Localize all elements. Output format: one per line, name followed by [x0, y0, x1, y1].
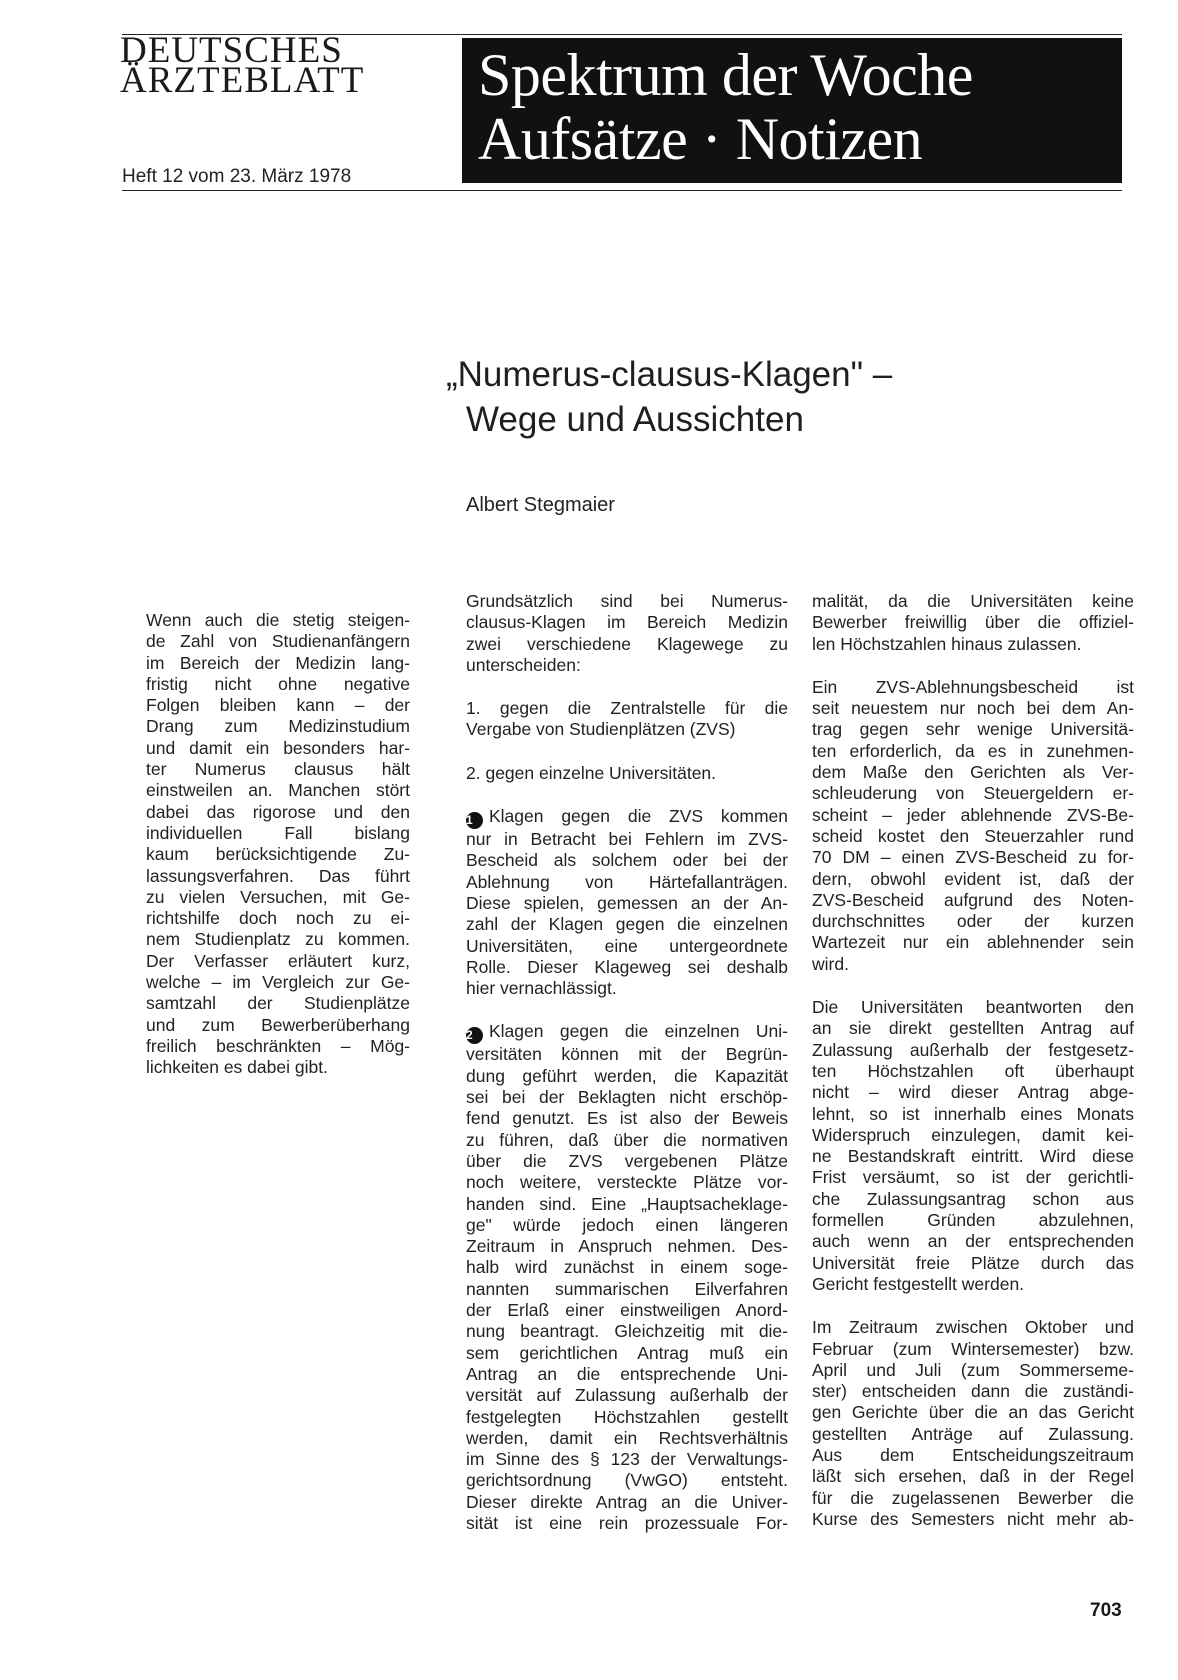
text-line: sität ist eine rein prozessuale For-	[466, 1512, 788, 1533]
text-line: durchschnittes oder der kurzen	[812, 911, 1134, 932]
text-line: Aus dem Entscheidungszeitraum	[812, 1444, 1134, 1465]
section-banner	[462, 38, 1122, 183]
text-line: nur in Betracht bei Fehlern im ZVS-	[466, 829, 788, 850]
text-line: scheint – jeder ablehnende ZVS-Be-	[812, 804, 1134, 825]
text-line: sei bei der Beklagten nicht erschöp-	[466, 1087, 788, 1108]
text-line: malität, da die Universitäten keine	[812, 591, 1134, 611]
masthead	[120, 30, 440, 101]
text-line: im Bereich der Medizin lang-	[146, 652, 410, 673]
text-line: che Zulassungsantrag schon aus	[812, 1188, 1134, 1209]
text-line: clausus-Klagen im Bereich Medizin	[466, 612, 788, 633]
article-title	[446, 352, 892, 442]
text-line: trag gegen sehr wenige Universitä-	[812, 719, 1134, 740]
text-line: Grundsätzlich sind bei Numerus-	[466, 591, 788, 611]
col3-paragraph-4	[812, 1317, 1134, 1530]
masthead-line-1: DEUTSCHES	[120, 30, 343, 71]
text-line: und zum Bewerberüberhang	[146, 1014, 410, 1035]
text-line: dabei das rigorose und den	[146, 801, 410, 822]
text-line: hier vernachlässigt.	[466, 978, 617, 999]
col3-paragraph-1	[812, 591, 1134, 655]
text-line: kaum berücksichtigende Zu-	[146, 844, 410, 865]
text-line: Rolle. Dieser Klageweg sei deshalb	[466, 956, 788, 977]
col2-paragraph-2	[466, 698, 788, 741]
text-line: dung geführt werden, die Kapazität	[466, 1065, 788, 1086]
text-line: für die zugelassenen Bewerber die	[812, 1487, 1134, 1508]
text-line: ZVS-Bescheid aufgrund des Noten-	[812, 889, 1134, 910]
text-line: zahl der Klagen gegen die einzelnen	[466, 914, 788, 935]
text-line: gerichtsordnung (VwGO) entsteht.	[466, 1470, 788, 1491]
text-line: 70 DM – einen ZVS-Bescheid zu for-	[812, 847, 1134, 868]
numbered-bullet-icon: 2	[466, 1027, 483, 1044]
text-line: samtzahl der Studienplätze	[146, 993, 410, 1014]
text-line: ten Höchstzahlen oft überhaupt	[812, 1060, 1134, 1081]
text-line: Folgen bleiben kann – der	[146, 695, 410, 716]
text-line: fristig nicht ohne negative	[146, 673, 410, 694]
col3-paragraph-3	[812, 997, 1134, 1295]
text-line: nannten summarischen Eilverfahren	[466, 1278, 788, 1299]
text-line: zu führen, daß über die normativen	[466, 1129, 788, 1150]
text-line: auch wenn an der entsprechenden	[812, 1231, 1134, 1252]
banner-line-1: Spektrum der Woche	[478, 42, 973, 108]
text-line: Frist versäumt, so ist der gerichtli-	[812, 1167, 1134, 1188]
text-line: sem gerichtlichen Antrag muß ein	[466, 1342, 788, 1363]
text-line: Vergabe von Studienplätzen (ZVS)	[466, 719, 736, 740]
text-line: lichkeiten es dabei gibt.	[146, 1057, 328, 1078]
text-line: versitäten können mit der Begrün-	[466, 1044, 788, 1065]
text-line: über die ZVS vergebenen Plätze	[466, 1150, 788, 1171]
text-line: Bewerber freiwillig über die offiziel-	[812, 612, 1134, 633]
article-title-line-1: „Numerus-clausus-Klagen" –	[446, 355, 893, 394]
text-line: noch weitere, versteckte Plätze vor-	[466, 1172, 788, 1193]
article-title-line-2: Wege und Aussichten	[466, 400, 804, 439]
text-line: 1 Klagen gegen die ZVS kommen	[466, 806, 788, 828]
text-line: 2. gegen einzelne Universitäten.	[466, 762, 717, 783]
text-line: nung beantragt. Gleichzeitig mit die-	[466, 1321, 788, 1342]
column-2	[466, 591, 788, 1556]
page-number: 703	[1090, 1600, 1122, 1621]
text-line: Februar (zum Wintersemester) bzw.	[812, 1338, 1134, 1359]
text-line: wird.	[812, 953, 849, 974]
text-line: versität auf Zulassung außerhalb der	[466, 1385, 788, 1406]
text-line: richtshilfe doch noch zu ei-	[146, 908, 410, 929]
text-line: fend genutzt. Es ist also der Beweis	[466, 1108, 788, 1129]
text-line: Wartezeit nur ein ablehnender sein	[812, 932, 1134, 953]
col2-paragraph-1	[466, 591, 788, 676]
text-line: Antrag an die entsprechende Uni-	[466, 1363, 788, 1384]
text-line: Zeitraum in Anspruch nehmen. Des-	[466, 1236, 788, 1257]
column-3	[812, 591, 1134, 1552]
text-line: der Erlaß einer einstweiligen Anord-	[466, 1300, 788, 1321]
text-line: im Sinne des § 123 der Verwaltungs-	[466, 1449, 788, 1470]
text-line: Drang zum Medizinstudium	[146, 716, 410, 737]
text-line: ter Numerus clausus hält	[146, 759, 410, 780]
text-line: schleuderung von Steuergeldern er-	[812, 783, 1134, 804]
text-line: Im Zeitraum zwischen Oktober und	[812, 1317, 1134, 1338]
text-line: Zulassung außerhalb der festgesetz-	[812, 1039, 1134, 1060]
col2-paragraph-4	[466, 806, 788, 999]
col2-paragraph-5	[466, 1021, 788, 1534]
abstract	[146, 610, 410, 1101]
masthead-line-2: ÄRZTEBLATT	[120, 60, 365, 101]
text-line: dem Maße den Gerichten als Ver-	[812, 762, 1134, 783]
text-line: nem Studienplatz zu kommen.	[146, 929, 410, 950]
text-line: dern, obwohl evident ist, daß der	[812, 868, 1134, 889]
text-line: nicht – wird dieser Antrag abge-	[812, 1082, 1134, 1103]
text-line: Die Universitäten beantworten den	[812, 997, 1134, 1018]
text-line: Diese spielen, gemessen an der An-	[466, 892, 788, 913]
text-line: an sie direkt gestellten Antrag auf	[812, 1018, 1134, 1039]
text-line: und damit ein besonders har-	[146, 737, 410, 758]
text-line: April und Juli (zum Sommerseme-	[812, 1359, 1134, 1380]
text-line: individuellen Fall bislang	[146, 822, 410, 843]
text-line: 2 Klagen gegen die einzelnen Uni-	[466, 1021, 788, 1043]
text-line: einstweilen an. Manchen stört	[146, 780, 410, 801]
col3-paragraph-2	[812, 677, 1134, 975]
text-line: ster) entscheiden dann die zuständi-	[812, 1381, 1134, 1402]
header-bottom-rule	[122, 190, 1122, 191]
text-line: Ein ZVS-Ablehnungsbescheid ist	[812, 676, 1134, 697]
text-line: läßt sich ersehen, daß in der Regel	[812, 1466, 1134, 1487]
text-line: Universität freie Plätze durch das	[812, 1252, 1134, 1273]
text-line: werden, damit ein Rechtsverhältnis	[466, 1427, 788, 1448]
text-line: gestellten Anträge auf Zulassung.	[812, 1423, 1134, 1444]
text-line: Dieser direkte Antrag an die Univer-	[466, 1491, 788, 1512]
text-line: halb wird zunächst in einem soge-	[466, 1257, 788, 1278]
text-line: lassungsverfahren. Das führt	[146, 865, 410, 886]
text-line: lehnt, so ist innerhalb eines Monats	[812, 1103, 1134, 1124]
text-line: seit neuestem nur noch bei dem An-	[812, 698, 1134, 719]
numbered-bullet-icon: 1	[466, 812, 483, 829]
text-line: Kurse des Semesters nicht mehr ab-	[812, 1508, 1134, 1529]
text-line: Universitäten, eine untergeordnete	[466, 935, 788, 956]
text-line: Der Verfasser erläutert kurz,	[146, 950, 410, 971]
text-line: ne Bestandskraft eintritt. Wird diese	[812, 1146, 1134, 1167]
article-author: Albert Stegmaier	[466, 494, 615, 516]
text-line: len Höchstzahlen hinaus zulassen.	[812, 633, 1082, 654]
text-line: zwei verschiedene Klagewege zu	[466, 633, 788, 654]
text-line: festgelegten Höchstzahlen gestellt	[466, 1406, 788, 1427]
text-line: ge" würde jedoch einen längeren	[466, 1214, 788, 1235]
text-line: Wenn auch die stetig steigen-	[146, 610, 410, 630]
text-line: zu vielen Versuchen, mit Ge-	[146, 886, 410, 907]
text-line: 1. gegen die Zentralstelle für die	[466, 698, 788, 719]
text-line: Bescheid als solchem oder bei der	[466, 850, 788, 871]
col2-paragraph-3	[466, 763, 788, 784]
issue-date: Heft 12 vom 23. März 1978	[122, 166, 352, 187]
text-line: scheid kostet den Steuerzahler rund	[812, 825, 1134, 846]
text-line: gen Gerichte über die an das Gericht	[812, 1402, 1134, 1423]
text-line: Widerspruch einzulegen, damit kei-	[812, 1124, 1134, 1145]
text-line: handen sind. Eine „Hauptsacheklage-	[466, 1193, 788, 1214]
abstract-paragraph	[146, 610, 410, 1079]
text-line: Gericht festgestellt werden.	[812, 1273, 1025, 1294]
text-line: ten erforderlich, da es in zunehmen-	[812, 740, 1134, 761]
text-line: Ablehnung von Härtefallanträgen.	[466, 871, 788, 892]
text-line: formellen Gründen abzulehnen,	[812, 1210, 1134, 1231]
text-line: welche – im Vergleich zur Ge-	[146, 972, 410, 993]
text-line: unterscheiden:	[466, 654, 581, 675]
banner-line-2: Aufsätze · Notizen	[478, 106, 923, 172]
text-line: de Zahl von Studienanfängern	[146, 631, 410, 652]
text-line: freilich beschränkten – Mög-	[146, 1035, 410, 1056]
